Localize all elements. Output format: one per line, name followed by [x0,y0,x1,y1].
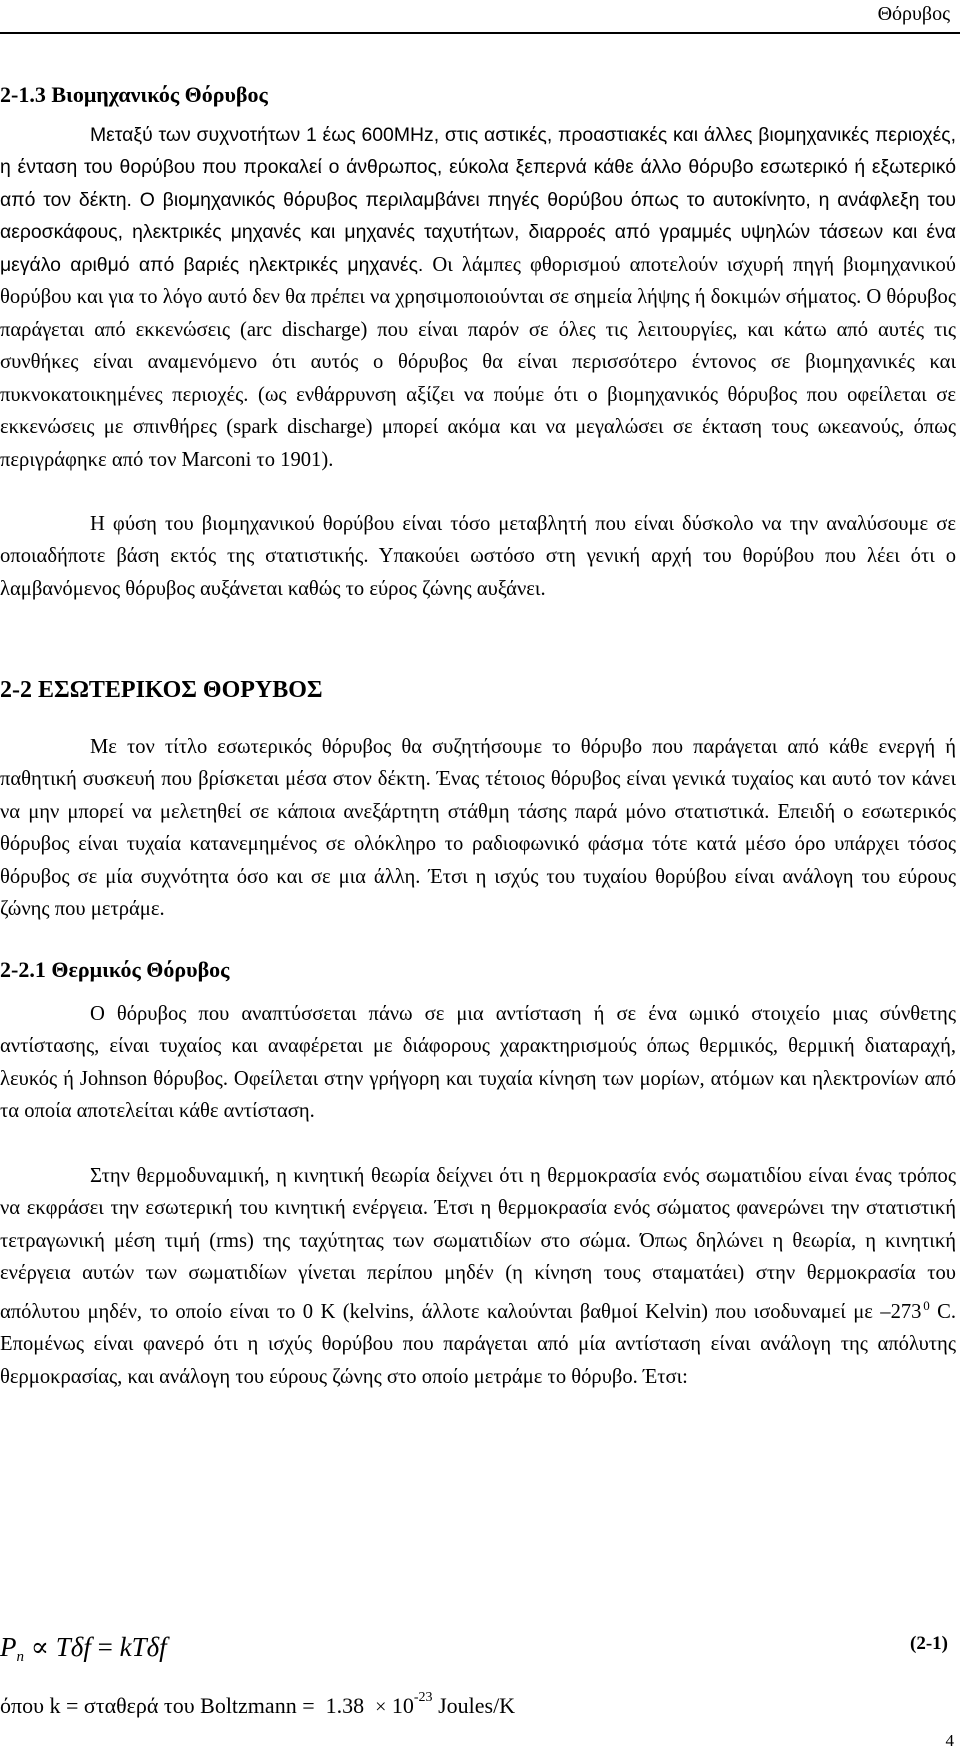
equation-rhs: kTδf [119,1632,167,1662]
boltzmann-mantissa: 1.38 [325,1693,365,1718]
times-symbol: × [375,1696,387,1718]
paragraph-industrial-1 [0,119,956,476]
heading-thermal-noise: 2-2.1 Θερμικός Θόρυβος [0,957,230,982]
equation-lhs: P [0,1632,17,1662]
header-rule [0,32,960,34]
degree-superscript: 0 [923,1297,930,1313]
running-header: Θόρυβος [877,3,950,25]
proportional-symbol: ∝ [30,1632,50,1662]
equation-2-1 [0,1632,167,1666]
boltzmann-base: 10 [391,1693,414,1718]
boltzmann-definition [0,1690,515,1719]
paragraph-industrial-2: Η φύση του βιομηχανικού θορύβου είναι τόσο μεταβλητή που είναι δύσκολο να την αναλύσουμε σε οποιαδήποτε βάση εκτός της στατιστικής. Υπακούει ωστόσο στη γενική αρχή του θορύβου που λέει ότι ο λαμβανόμενος θόρυβος αυξάνεται καθώς το εύρος ζώνης αυξάνει. [0,513,956,600]
paragraph-internal-1: Με τον τίτλο εσωτερικός θόρυβος θα συζητήσουμε το θόρυβο που παράγεται από κάθε ενεργή ή παθητική συσκευή που βρίσκεται μέσα στον δέκτη. Ένας τέτοιος θόρυβος είναι γενικά τυχαίος και αυτό τον κάνει να μην μπορεί να μελετηθεί σε κάποια ανεξάρτητη στάθμη τάσης παρά μόνο στατιστικά. Επειδή ο εσωτερικός θόρυβος είναι τυχαία κατανεμημένος σε ολόκληρο το ραδιοφωνικό φάσμα τότε κατά μέσο όρο υπάρχει τόσος θόρυβος σε μία συχνότητα όσο και σε μια άλλη. Έτσι η ισχύς του τυχαίου θορύβου είναι ανάλογη του εύρους ζώνης που μετράμε. [0,736,956,921]
page-number: 4 [945,1731,954,1750]
paragraph-thermal-2 [0,1160,956,1393]
heading-internal-noise: 2-2 ΕΣΩΤΕΡΙΚΟΣ ΘΟΡΥΒΟΣ [0,677,323,703]
equation-middle: Tδf [55,1632,91,1662]
boltzmann-unit: Joules/K [432,1693,516,1718]
equals-symbol: = [97,1632,113,1662]
paragraph-industrial-1-sans: Μεταξύ των συχνοτήτων 1 έως 600MHz, στις αστικές, προαστιακές και άλλες βιομηχανικές περιοχές, η ένταση του θορύβου που προκαλεί ο άνθρωπος, εύκολα ξεπερνά κάθε άλλο θόρυβο εσωτερικό ή εξωτερικό από τον δέκτη. Ο βιομηχανικός θόρυβος περιλαμβάνει πηγές θορύβου όπως το αυτοκίνητο, η ανάφλεξη του αεροσκάφους, ηλεκτρικές μηχανές και μηχανές ταχυτήτων, διαρροές από γραμμές υψηλών τάσεων και ένα μεγάλο αριθμό από βαριές ηλεκτρικές μηχανές. [0,124,956,276]
paragraph-industrial-1-serif: Οι λάμπες φθορισμού αποτελούν ισχυρή πηγή βιομηχανικού θορύβου και για το λόγο αυτό δεν θα πρέπει να χρησιμοποιούνται σε σημεία λήψης ή δοκιμών σήματος. Ο θόρυβος παράγεται από εκκενώσεις (arc discharge) που είναι παρόν σε όλες τις λειτουργίες, και κάτω από αυτές τις συνθήκες είναι αναμενόμενο ότι αυτός ο θόρυβος θα είναι περισσότερο έντονος σε βιομηχανικές και πυκνοκατοικημένες περιοχές. (ως ενθάρρυνση αξίζει να πούμε ότι ο βιομηχανικός θόρυβος που οφείλεται σε εκκενώσεις με σπινθήρες (spark discharge) μπορεί ακόμα και να μεγαλώσει σε έκταση τους ωκεανούς, όπως περιγράφηκε από τον Marconi το 1901). [0,253,956,471]
heading-industrial-noise: 2-1.3 Βιομηχανικός Θόρυβος [0,82,268,107]
boltzmann-exponent: -23 [413,1690,433,1705]
equation-number: (2-1) [910,1633,948,1654]
paragraph-thermal-2-main: Στην θερμοδυναμική, η κινητική θεωρία δείχνει ότι η θερμοκρασία ενός σωματιδίου είναι ένας τρόπος να εκφράσει την εσωτερική του κινητική ενέργεια. Έτσι η θερμοκρασία ενός σώματος φανερώνει την στατιστική τετραγωνική μέση τιμή (rms) της ταχύτητας των σωματιδίων στο σώμα. Όπως δηλώνει η θεωρία, η κινητική ενέργεια αυτών των σωματιδίων γίνεται περίπου μηδέν (η κίνηση τους σταματάει) στην θερμοκρασία του απόλυτου μηδέν, το οποίο είναι το 0 K (kelvins, άλλοτε καλούνται βαθμοί Kelvin) που ισοδυναμεί με –273 [0,1165,956,1323]
paragraph-thermal-1: Ο θόρυβος που αναπτύσσεται πάνω σε μια αντίσταση ή σε ένα ωμικό στοιχείο μιας σύνθετης αντίστασης, είναι τυχαίος και αναφέρεται με διάφορους χαρακτηρισμούς όπως θερμικός, θερμική διαταραχή, λευκός ή Johnson θόρυβος. Οφείλεται στην γρήγορη και τυχαία κίνηση των μορίων, ατόμων και ηλεκτρονίων από τα οποία αποτελείται κάθε αντίσταση. [0,1003,956,1123]
paragraph-thermal-2-tail: C. Επομένως είναι φανερό ότι η ισχύς θορύβου που παράγεται από μία αντίσταση είναι ανάλογη της απόλυτης θερμοκρασίας, και ανάλογη του εύρους ζώνης στο οποίο μετράμε το θόρυβο. Έτσι: [0,1300,956,1388]
boltzmann-prefix: όπου k = σταθερά του Boltzmann = [0,1693,315,1718]
equation-lhs-subscript: n [16,1649,24,1665]
